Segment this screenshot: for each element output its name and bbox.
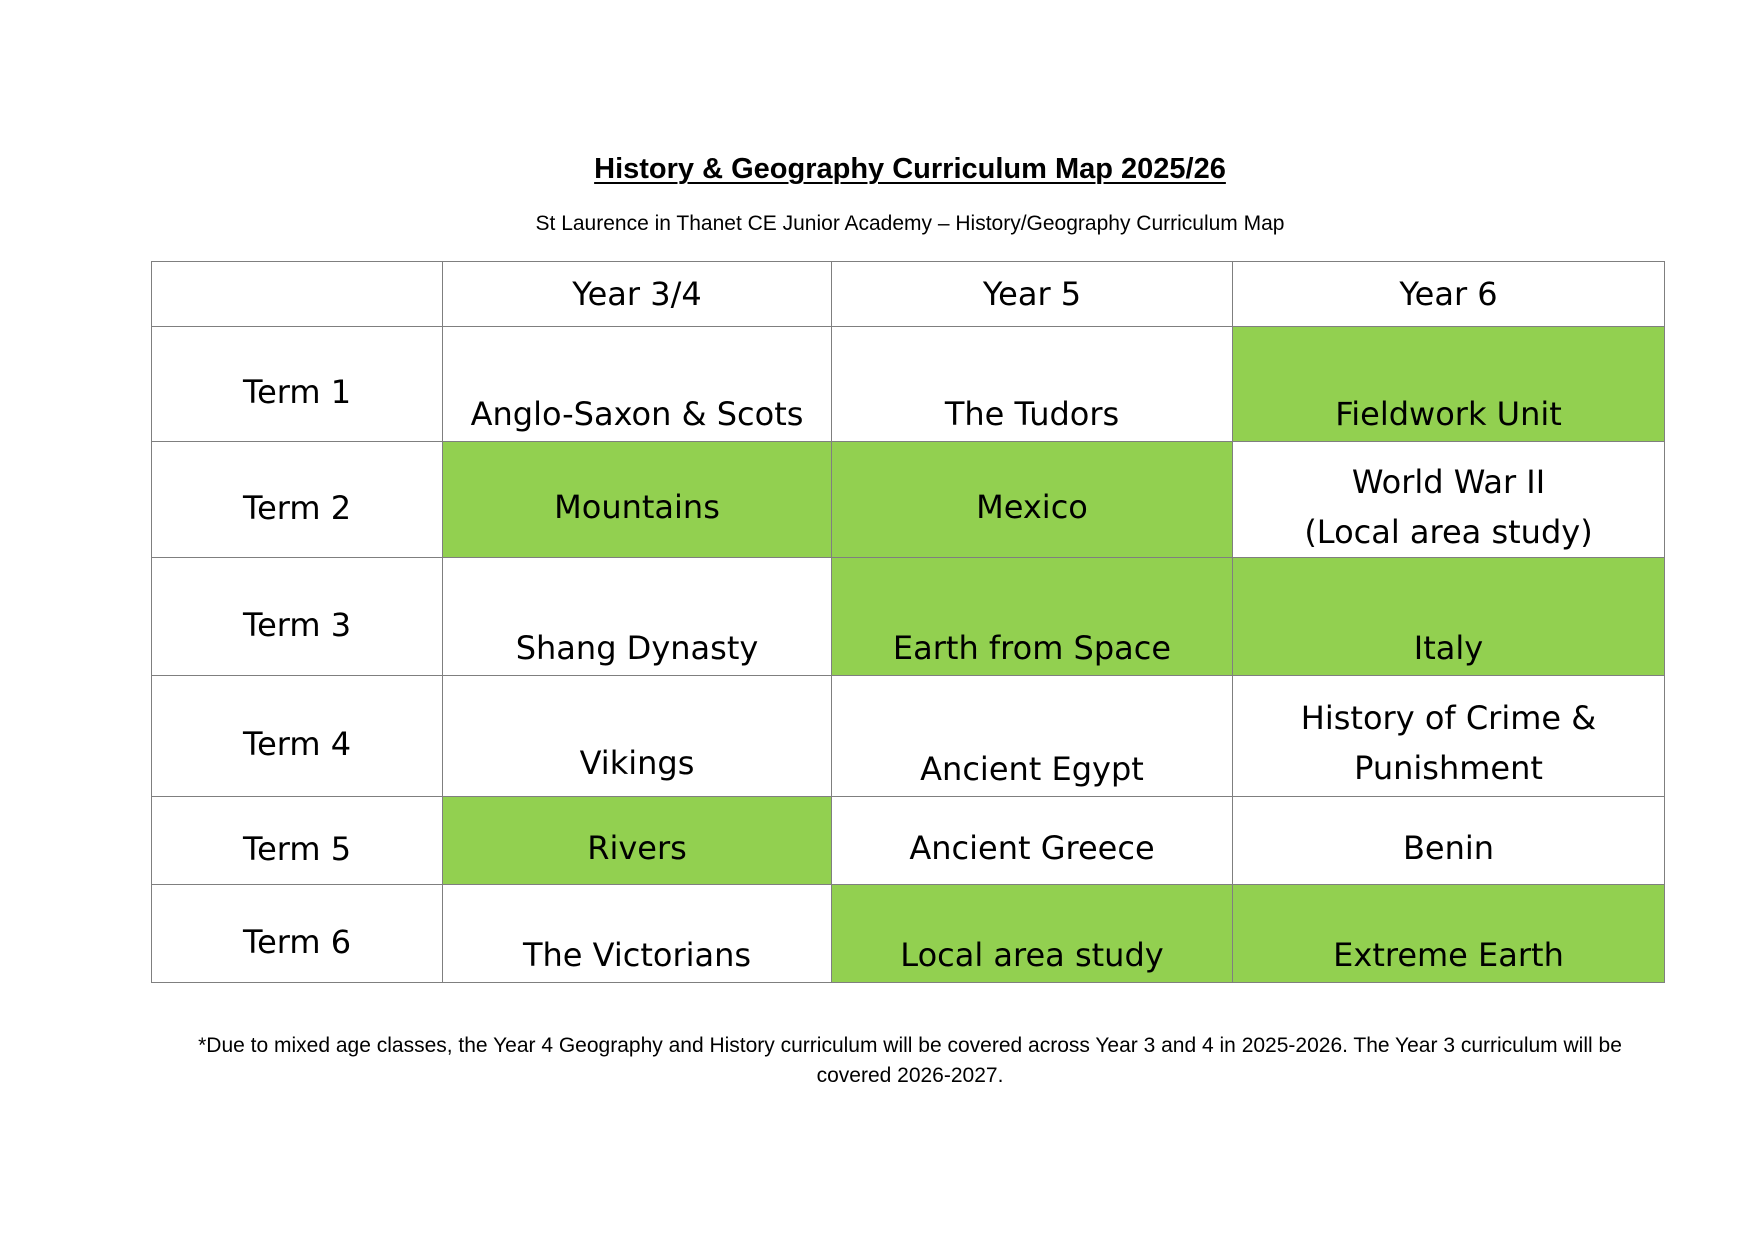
table-cell: Rivers bbox=[443, 797, 832, 885]
table-cell: Mexico bbox=[832, 442, 1233, 558]
column-header-year-5: Year 5 bbox=[832, 262, 1233, 327]
page-subtitle: St Laurence in Thanet CE Junior Academy – History/Geography Curriculum Map bbox=[535, 212, 1285, 235]
curriculum-table bbox=[151, 261, 1665, 983]
table-cell: Ancient Greece bbox=[832, 797, 1233, 885]
term-label: Term 3 bbox=[152, 558, 443, 676]
table-cell: Italy bbox=[1233, 558, 1665, 676]
table-cell: Local area study bbox=[832, 885, 1233, 983]
table-cell: Earth from Space bbox=[832, 558, 1233, 676]
footnote-line-1: *Due to mixed age classes, the Year 4 Geography and History curriculum will be covered across Year 3 and 4 in 2025-2026. The Year 3 curriculum will be bbox=[198, 1034, 1622, 1057]
table-cell: Vikings bbox=[443, 676, 832, 797]
table-row-term-2 bbox=[152, 442, 1665, 558]
table-cell: The Tudors bbox=[832, 327, 1233, 442]
table-cell: World War II (Local area study) bbox=[1233, 442, 1665, 558]
header-row bbox=[152, 262, 1665, 327]
table-row-term-1 bbox=[152, 327, 1665, 442]
table-cell: Fieldwork Unit bbox=[1233, 327, 1665, 442]
column-header-year-3-4: Year 3/4 bbox=[443, 262, 832, 327]
table-cell: The Victorians bbox=[443, 885, 832, 983]
table-cell: Extreme Earth bbox=[1233, 885, 1665, 983]
table-row-term-3 bbox=[152, 558, 1665, 676]
page-title: History & Geography Curriculum Map 2025/26 bbox=[594, 153, 1226, 185]
table-row-term-5 bbox=[152, 797, 1665, 885]
footnote bbox=[160, 1031, 1660, 1091]
table-row-term-4 bbox=[152, 676, 1665, 797]
term-label: Term 2 bbox=[152, 442, 443, 558]
table-cell: History of Crime & Punishment bbox=[1233, 676, 1665, 797]
term-label: Term 6 bbox=[152, 885, 443, 983]
term-label: Term 4 bbox=[152, 676, 443, 797]
footnote-line-2: covered 2026-2027. bbox=[816, 1064, 1004, 1087]
column-header-year-6: Year 6 bbox=[1233, 262, 1665, 327]
term-label: Term 5 bbox=[152, 797, 443, 885]
term-label: Term 1 bbox=[152, 327, 443, 442]
header-corner-cell bbox=[152, 262, 443, 327]
table-cell: Ancient Egypt bbox=[832, 676, 1233, 797]
table-cell: Benin bbox=[1233, 797, 1665, 885]
table-row-term-6 bbox=[152, 885, 1665, 983]
table-cell: Shang Dynasty bbox=[443, 558, 832, 676]
table-cell: Anglo-Saxon & Scots bbox=[443, 327, 832, 442]
table-cell: Mountains bbox=[443, 442, 832, 558]
